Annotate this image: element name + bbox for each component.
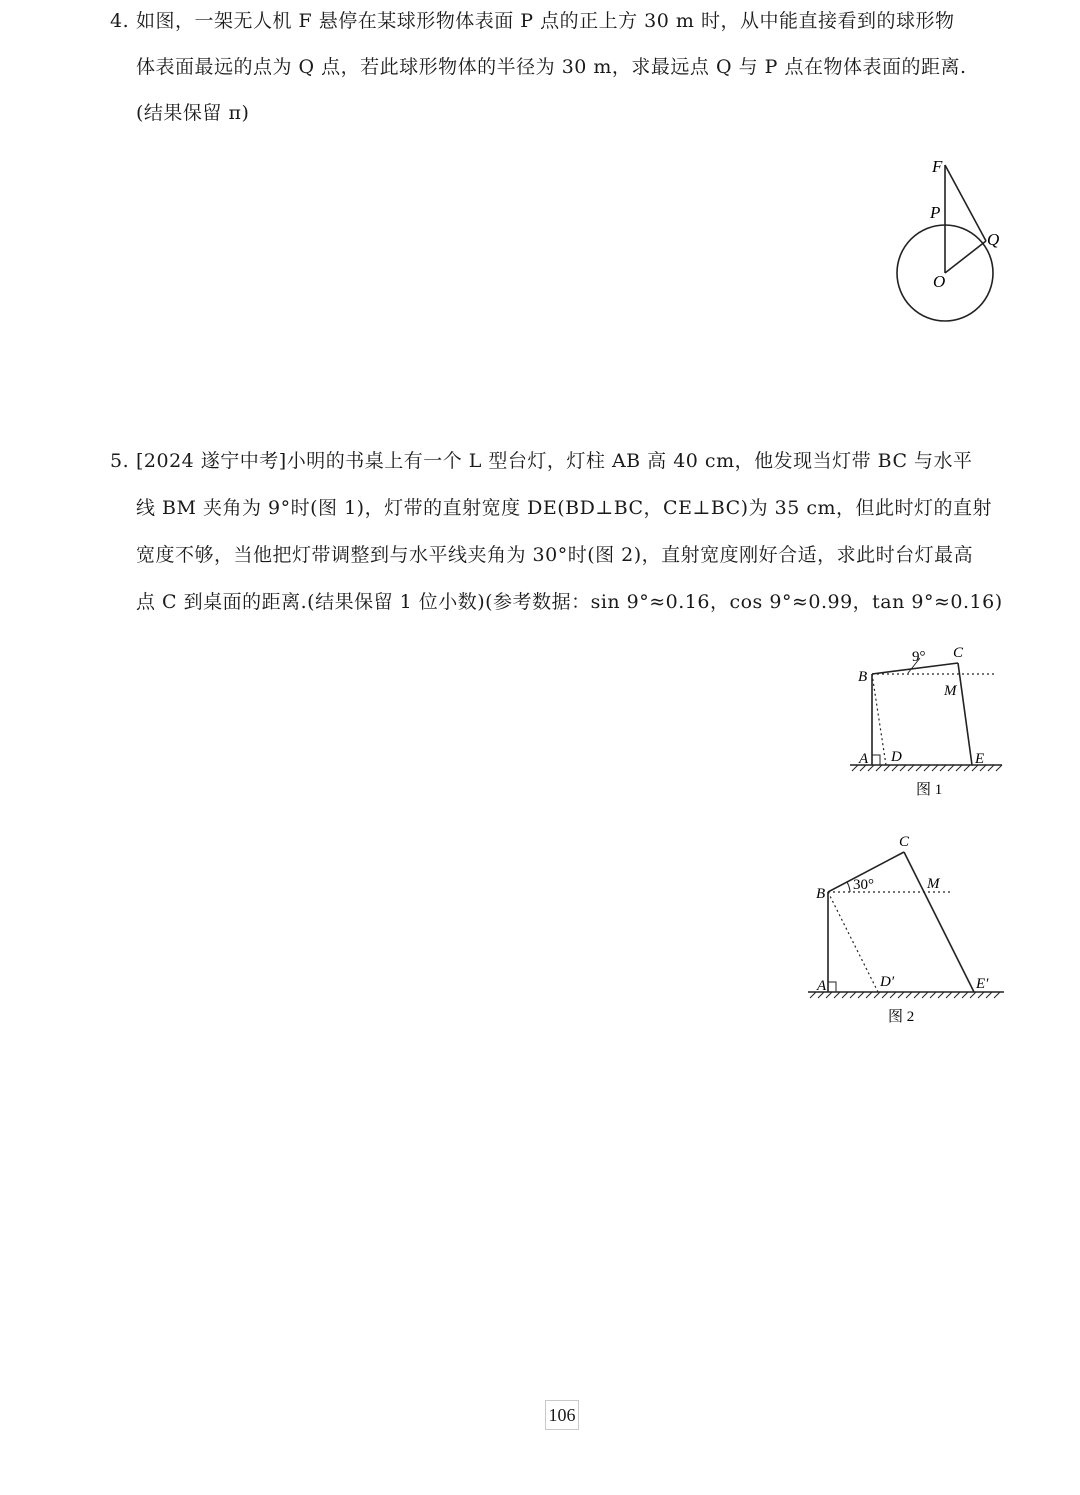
label-Q: Q <box>987 230 1000 249</box>
right-angle-A <box>872 755 880 765</box>
page-number: 106 <box>545 1400 579 1430</box>
q5-text-line2: 线 BM 夹角为 9°时(图 1)，灯带的直射宽度 DE(BD⊥BC，CE⊥BC)为 35 cm，但此时灯的直射 <box>136 497 993 519</box>
q5-number: 5. <box>110 450 130 472</box>
figure2-caption: 图 2 <box>888 1009 915 1025</box>
label-B: B <box>816 886 826 902</box>
desk-hatching <box>810 992 1000 998</box>
label-E: E <box>975 751 985 767</box>
q5-text-line1: [2024 遂宁中考]小明的书桌上有一个 L 型台灯，灯柱 AB 高 40 cm，他发现当灯带 BC 与水平 <box>136 450 973 472</box>
q4-text-line1: 如图，一架无人机 F 悬停在某球形物体表面 P 点的正上方 30 m 时，从中能直接看到的球形物 <box>136 10 955 32</box>
q5-text-line4: 点 C 到桌面的距离.(结果保留 1 位小数)(参考数据：sin 9°≈0.16，cos 9°≈0.99，tan 9°≈0.16) <box>136 591 1003 613</box>
label-E-prime: E′ <box>976 976 989 992</box>
angle-arc <box>847 882 850 892</box>
segment-BD <box>828 892 878 992</box>
q4-text-line2: 体表面最远的点为 Q 点，若此球形物体的半径为 30 m，求最远点 Q 与 P 点在物体表面的距离. <box>136 56 967 78</box>
label-D: D <box>891 749 902 765</box>
q4-number: 4. <box>110 10 130 32</box>
angle-30-label: 30° <box>853 877 874 893</box>
right-angle-A <box>828 982 836 992</box>
q5-figure1 <box>840 640 1010 805</box>
label-A: A <box>817 978 827 994</box>
label-P: P <box>930 203 941 222</box>
label-B: B <box>858 669 868 685</box>
q5-figure2 <box>800 825 1010 1030</box>
label-O: O <box>933 272 946 291</box>
label-C: C <box>899 834 910 850</box>
figure1-caption: 图 1 <box>916 782 943 798</box>
label-M: M <box>944 683 957 699</box>
segment-BD <box>872 674 886 765</box>
q4-text-line3: (结果保留 π) <box>136 102 250 124</box>
label-D-prime: D′ <box>880 974 895 990</box>
q4-figure <box>880 150 1020 340</box>
q5-text-line3: 宽度不够，当他把灯带调整到与水平线夹角为 30°时(图 2)，直射宽度刚好合适，求此时台灯最高 <box>136 544 974 566</box>
label-A: A <box>859 751 869 767</box>
label-F: F <box>932 157 943 176</box>
angle-9-label: 9° <box>912 649 926 665</box>
label-M: M <box>927 876 940 892</box>
segment-OQ <box>945 241 986 273</box>
segment-CE <box>958 663 972 765</box>
label-C: C <box>953 645 964 661</box>
segment-CE <box>904 852 974 992</box>
